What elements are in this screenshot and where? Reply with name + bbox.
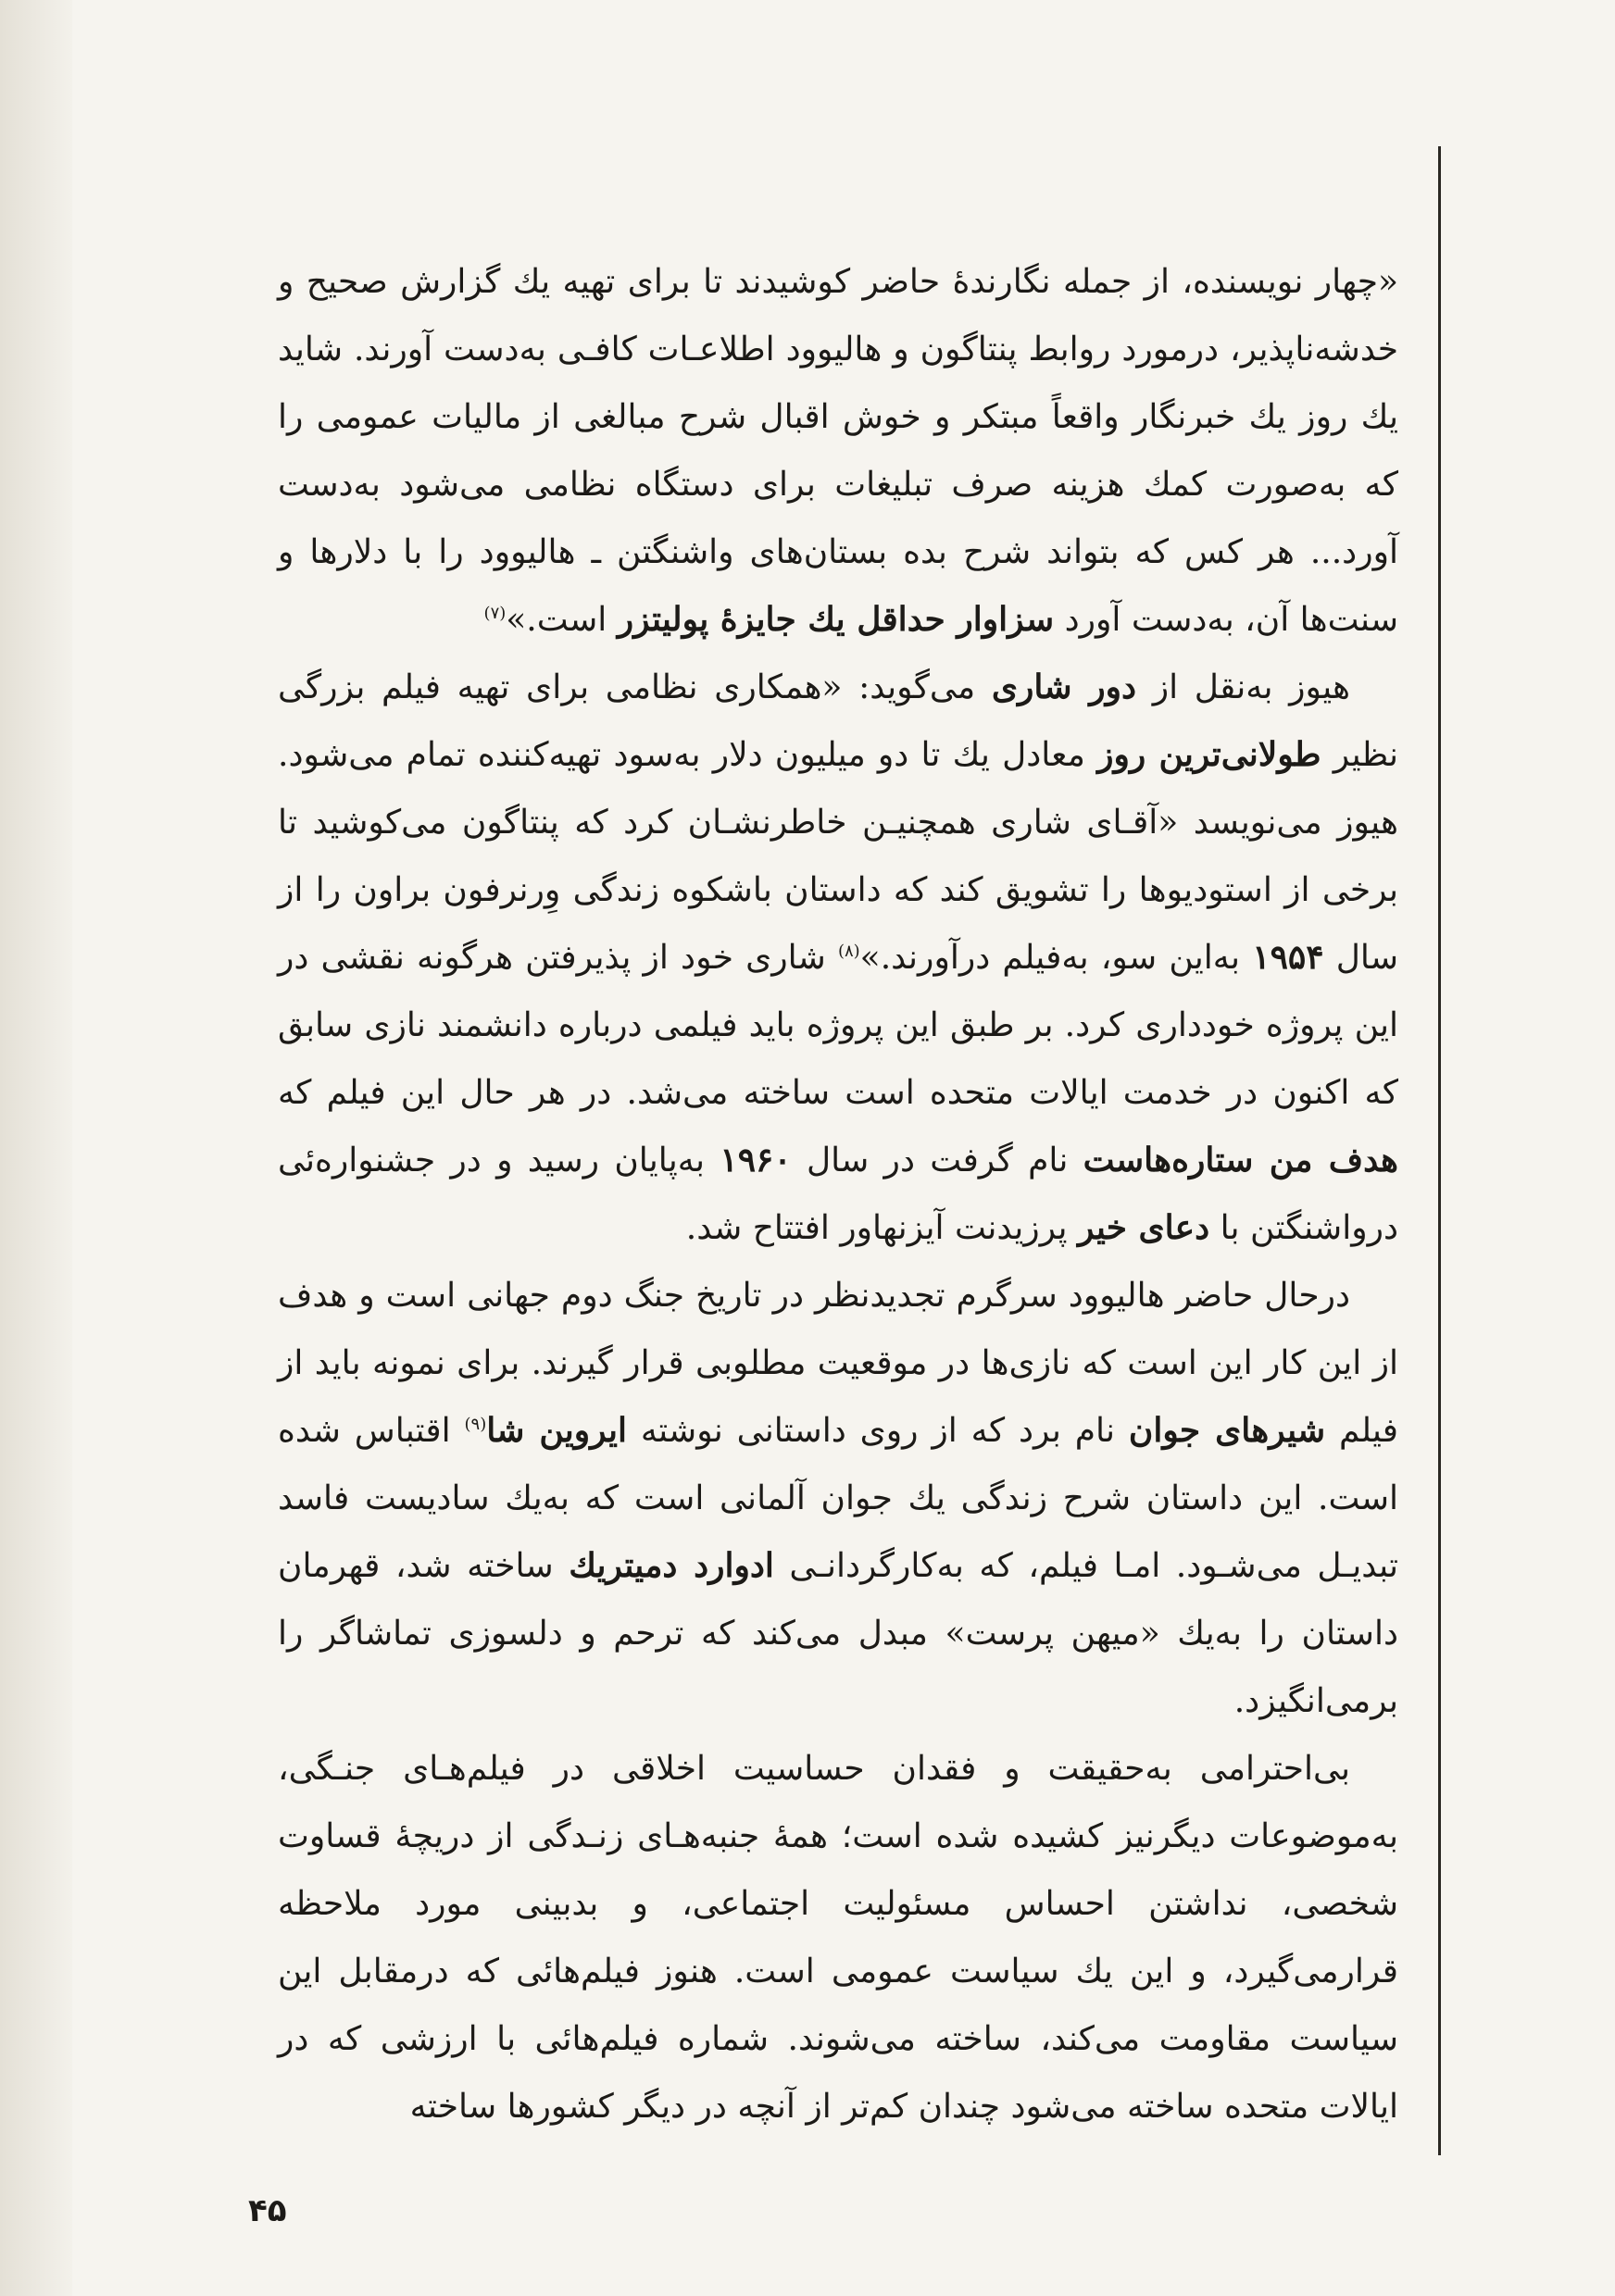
paragraph-disrespect-truth	[278, 1735, 1398, 2140]
bold-term: طولانی‌ترین روز	[1097, 735, 1321, 774]
text-run: به‌پایان رسید و در جشنواره‌ئی درواشنگتن با	[278, 1142, 1398, 1247]
text-run: ساخته شد، قهرمان داستان را به‌یك «میهن پرست» مبدل می‌کند که ترحم و دلسوزی تماشاگر را برمی‌انگیزد.	[278, 1547, 1398, 1720]
text-run: پرزیدنت آیزنهاور افتتاح شد.	[685, 1209, 1078, 1247]
bold-term: هدف من ستاره‌هاست	[1083, 1141, 1398, 1179]
paragraph-young-lions	[278, 1262, 1398, 1735]
footnote-marker: (۷)	[483, 604, 507, 623]
bold-term: شیرهای جوان	[1128, 1411, 1326, 1450]
text-run: شاری خود از پذیرفتن هرگونه نقشی در این پروژه خودداری کرد. بر طبق این پروژه باید فیلمی درباره دانشمند نازی سابق که اکنون در خدمت ایالات متحده است ساخته می‌شد. در هر حال این فیلم که	[278, 939, 1398, 1112]
text-run: است.»	[506, 601, 618, 639]
text-run: می‌گوید: «همکاری نظامی برای تهیه فیلم بزرگی نظیر	[278, 668, 1398, 774]
bold-term: سزاوار حداقل یك جایزهٔ پولیتزر	[617, 600, 1055, 639]
bold-term: ایروین شا	[486, 1411, 628, 1450]
text-run: اقتباس شده است. این داستان شرح زندگی یك جوان آلمانی است که به‌یك سادیست فاسد تبدیـل می‌شـود. امـا فیلم، که به‌کارگردانـی	[278, 1412, 1398, 1585]
text-run: هیوز به‌نقل از	[1136, 668, 1351, 706]
paragraph-dore-schary	[278, 654, 1398, 1262]
footnote-marker: (۸)	[837, 942, 860, 961]
page-shadow-edge	[0, 0, 72, 2296]
bold-term: دور شاری	[991, 668, 1137, 706]
text-run: بی‌احترامی به‌حقیقت و فقدان حساسیت اخلاقی در فیلم‌هـای جنـگی، به‌موضوعات دیگرنیز کشیده شده است؛ همهٔ جنبه‌هـای زنـدگی از دریچهٔ قساوت شخصی، نداشتن احساس مسئولیت اجتماعی، و بدبینی مورد ملاحظه قرارمی‌گیرد، و این یك سیاست عمومی است. هنوز فیلم‌هائی که درمقابل این سیاست مقاومت می‌کند، ساخته می‌شوند. شماره فیلم‌هائی با ارزشی که در ایالات متحده ساخته می‌شود چندان کم‌تر از آنچه در دیگر کشورها ساخته	[278, 1750, 1398, 2126]
bold-term: ادوارد دمیتریك	[569, 1546, 774, 1585]
text-run: درحال حاضر هالیوود سرگرم تجدیدنظر در تاریخ جنگ دوم جهانی است و هدف از این کار این است که نازی‌ها در موقعیت مطلوبی قرار گیرند. برای نمونه باید از فیلم	[278, 1277, 1398, 1450]
margin-rule	[1438, 146, 1441, 2155]
bold-term: ۱۹۶۰	[720, 1141, 792, 1179]
paragraph-quote-pulitzer	[278, 248, 1398, 654]
footnote-marker: (۹)	[464, 1415, 487, 1434]
text-run: نام برد که از روی داستانی نوشته	[627, 1412, 1129, 1450]
text-run: «چهار نویسنده، از جمله نگارندهٔ حاضر کوشیدند تا برای تهیه یك گزارش صحیح و خدشه‌ناپذیر، درمورد روابط پنتاگون و هالیوود اطلاعـات کافـی به‌دست آورند. شاید یك روز یك خبرنگار واقعاً مبتکر و خوش اقبال شرح مبالغی از مالیات عمومی را که به‌صورت کمك هزینه صرف تبلیغات برای دستگاه نظامی می‌شود به‌دست آورد... هر کس که بتواند شرح بده بستان‌های واشنگتن ـ هالیوود را با دلارها و سنت‌ها آن، به‌دست آورد	[278, 263, 1398, 639]
bold-term: دعای خیر	[1077, 1208, 1210, 1247]
page-number: ۴۵	[248, 2192, 287, 2229]
body-text	[278, 248, 1398, 2140]
text-run: به‌این سو، به‌فیلم درآورند.»	[859, 939, 1253, 977]
text-run: معادل یك تا دو میلیون دلار به‌سود تهیه‌کننده تمام می‌شود. هیوز می‌نویسد «آقـای شاری همچنیـن خاطرنشـان کرد که پنتاگون می‌کوشید تا برخی از استودیوها را تشویق کند که داستان باشکوه زندگی وِرنرفون براون را از سال	[278, 736, 1399, 977]
bold-term: ۱۹۵۴	[1252, 938, 1324, 977]
text-run: نام گرفت در سال	[791, 1142, 1083, 1179]
